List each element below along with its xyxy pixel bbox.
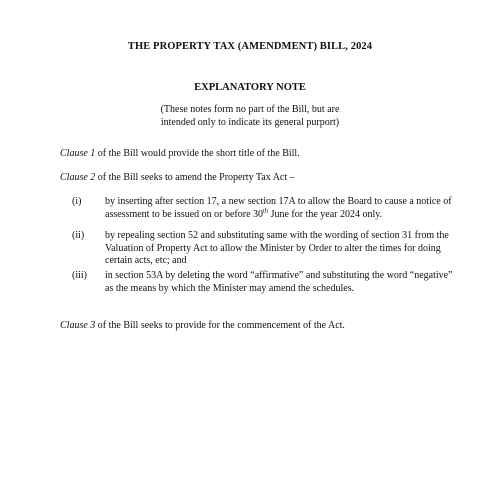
- ordinal-suffix: th: [263, 207, 269, 215]
- item-line-text: June for the year 2024 only.: [268, 208, 383, 220]
- clause-1-paragraph: [60, 148, 300, 161]
- item-line: Valuation of Property Act to allow the Minister by Order to alter the times for doing: [105, 242, 441, 254]
- item-number: (ii): [72, 230, 85, 241]
- item-line-text: assessment to be issued on or before 30: [105, 208, 264, 220]
- explanatory-disclaimer: [0, 104, 500, 129]
- item-line: certain acts, etc; and: [105, 255, 187, 266]
- item-line: in section 53A by deleting the word “affirmative” and substituting the word “negative”: [105, 270, 453, 281]
- explanatory-note-heading: EXPLANATORY NOTE: [194, 82, 306, 93]
- item-line: [105, 209, 460, 222]
- clause-reference: Clause 1: [60, 148, 96, 159]
- clause-reference: Clause 3: [60, 320, 96, 331]
- item-text: [105, 196, 460, 221]
- item-number: (i): [72, 196, 82, 207]
- item-text: [105, 230, 460, 268]
- item-number: (iii): [72, 270, 87, 281]
- clause-2-paragraph: [60, 172, 295, 185]
- item-line: by repealing section 52 and substituting same with the wording of section 31 from the: [105, 230, 449, 241]
- disclaimer-line: (These notes form no part of the Bill, but are: [160, 104, 340, 115]
- clause-text: of the Bill would provide the short title of the Bill.: [95, 148, 300, 159]
- clause-reference: Clause 2: [60, 172, 96, 183]
- item-text: [105, 270, 460, 295]
- item-line: by inserting after section 17, a new section 17A to allow the Board to cause a notice of: [105, 196, 452, 207]
- clause-text: of the Bill seeks to provide for the commencement of the Act.: [95, 320, 345, 331]
- clause-text: of the Bill seeks to amend the Property Tax Act –: [95, 172, 295, 183]
- bill-title: THE PROPERTY TAX (AMENDMENT) BILL, 2024: [127, 41, 373, 52]
- disclaimer-line: intended only to indicate its general purport): [160, 116, 340, 128]
- clause-3-paragraph: [60, 320, 345, 333]
- item-line: as the means by which the Minister may amend the schedules.: [105, 282, 355, 294]
